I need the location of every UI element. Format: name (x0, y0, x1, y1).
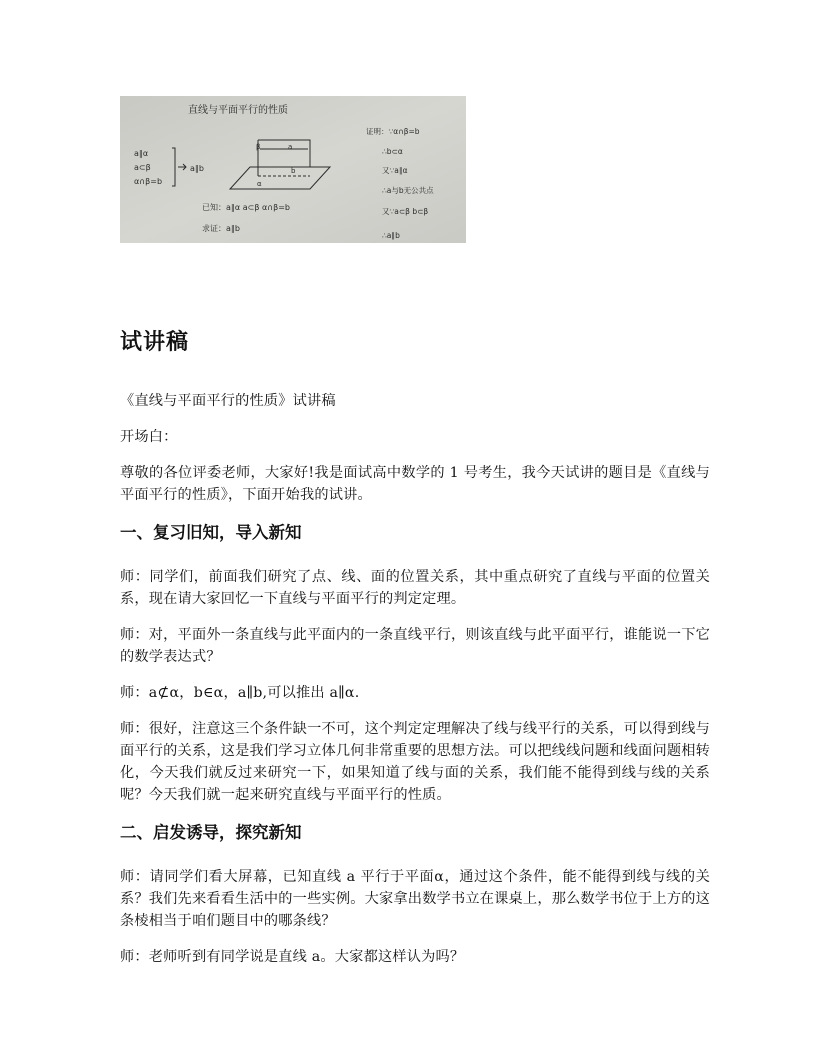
document-body (120, 326, 710, 982)
proof-line-6: ∴a∥b (382, 231, 400, 240)
proof-line-4: ∴a与b无公共点 (382, 186, 434, 195)
photo-condition-1: a∥α (134, 149, 149, 158)
opening-label: 开场白： (120, 429, 178, 445)
paragraph-3: 师：a⊄α，b∈α，a∥b,可以推出 a∥α. (120, 685, 360, 701)
paragraph-2: 师：对，平面外一条直线与此平面内的一条直线平行，则该直线与此平面平行，谁能说一下它的数学表达式？ (120, 627, 710, 665)
section-heading-1: 一、复习旧知，导入新知 (120, 523, 302, 542)
photo-given: 已知：a∥α a⊂β α∩β=b (202, 203, 290, 212)
paragraph-5: 师：请同学们看大屏幕，已知直线 a 平行于平面α，通过这个条件，能不能得到线与线的关系？我们先来看看生活中的一些实例。大家拿出数学书立在课桌上，那么数学书位于上方的这条棱相当于咱们题目中的哪条线？ (120, 869, 710, 929)
label-beta: β (256, 143, 261, 151)
paragraph-4: 师：很好，注意这三个条件缺一不可，这个判定定理解决了线与线平行的关系，可以得到线与面平行的关系，这是我们学习立体几何非常重要的思想方法。可以把线线问题和线面问题相转化，今天我们就反过来研究一下，如果知道了线与面的关系，我们能不能得到线与线的关系呢？今天我们就一起来研究直线与平面平行的性质。 (120, 721, 710, 803)
proof-line-3: 又∵a∥α (382, 166, 408, 175)
label-a: a (288, 143, 293, 151)
whiteboard-drawing (120, 96, 466, 243)
label-b: b (291, 167, 296, 175)
photo-result: a∥b (190, 164, 204, 173)
paragraph-6: 师：老师听到有同学说是直线 a。大家都这样认为吗？ (120, 949, 465, 965)
doc-subtitle: 《直线与平面平行的性质》试讲稿 (120, 393, 336, 409)
label-alpha: α (257, 180, 262, 188)
section-heading-2: 二、启发诱导，探究新知 (120, 823, 302, 842)
photo-condition-2: a⊂β (134, 163, 151, 172)
whiteboard-photo (120, 96, 466, 243)
photo-condition-3: α∩β=b (134, 177, 163, 186)
paragraph-1: 师：同学们，前面我们研究了点、线、面的位置关系，其中重点研究了直线与平面的位置关系，现在请大家回忆一下直线与平面平行的判定定理。 (120, 569, 710, 607)
doc-title: 试讲稿 (120, 330, 190, 355)
photo-title: 直线与平面平行的性质 (188, 105, 288, 116)
opening-paragraph: 尊敬的各位评委老师，大家好!我是面试高中数学的 1 号考生，我今天试讲的题目是《直线与平面平行的性质》，下面开始我的试讲。 (120, 465, 710, 503)
proof-line-5: 又∵a⊂β b⊂β (382, 207, 429, 216)
proof-line-1: 证明：∵α∩β=b (366, 127, 420, 136)
proof-line-2: ∴b⊂α (382, 147, 403, 156)
photo-prove: 求证：a∥b (202, 224, 240, 233)
